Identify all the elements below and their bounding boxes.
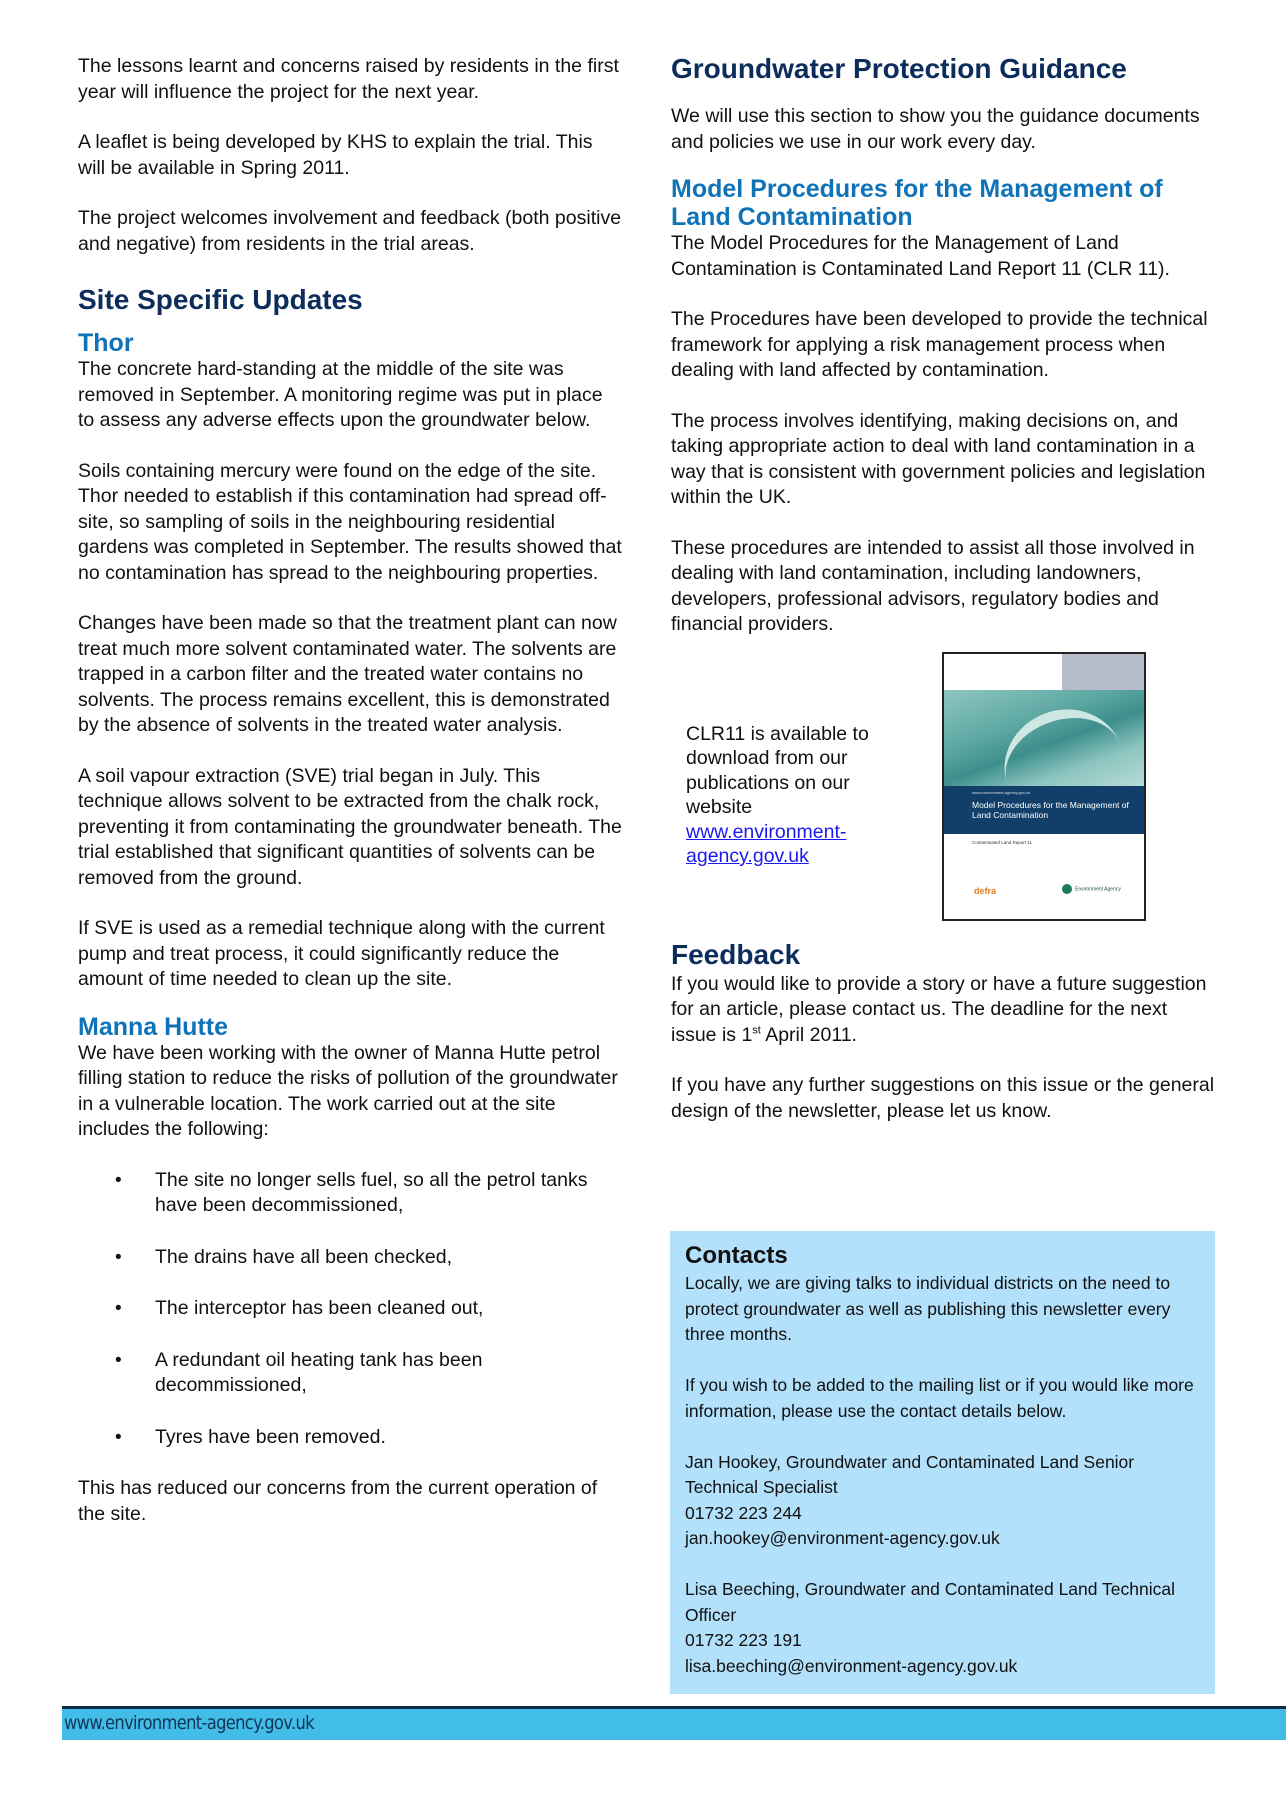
model-procedures-paragraph: These procedures are intended to assist all those involved in dealing with land contamination, including landowners, developers, professional advisors, regulatory bodies and financial providers. — [671, 536, 1195, 635]
manna-hutte-work-list — [78, 1168, 623, 1451]
cover-gray-block — [1062, 654, 1144, 690]
feedback-heading: Feedback — [671, 938, 801, 970]
intro-paragraph: The lessons learnt and concerns raised by residents in the first year will influence the project for the next year. — [78, 55, 619, 103]
list-item: • The drains have all been checked, — [78, 1245, 623, 1271]
thor-heading: Thor — [78, 329, 134, 357]
environment-agency-logo: Environment Agency — [1062, 884, 1121, 894]
contacts-paragraph: Locally, we are giving talks to individual districts on the need to protect groundwater as well as publishing this newsletter every three months. — [685, 1273, 1171, 1344]
intro-paragraph: A leaflet is being developed by KHS to explain the trial. This will be available in Spring 2011. — [78, 131, 593, 179]
cover-url: www.environment-agency.gov.uk — [972, 789, 1031, 795]
thor-paragraph: The concrete hard-standing at the middle of the site was removed in September. A monitoring regime was put in place to assess any adverse effects upon the groundwater below. — [78, 358, 603, 431]
model-procedures-paragraph: The process involves identifying, making decisions on, and taking appropriate action to deal with land contamination in a way that is consistent with government policies and legislation within the UK. — [671, 409, 1206, 508]
clr11-text: CLR11 is available to download from our publications on our website — [686, 722, 869, 818]
contact-name-title: Lisa Beeching, Groundwater and Contaminated Land Technical Officer — [685, 1579, 1175, 1625]
feedback-paragraph: If you have any further suggestions on this issue or the general design of the newsletter, please let us know. — [671, 1074, 1215, 1122]
thor-paragraph: A soil vapour extraction (SVE) trial began in July. This technique allows solvent to be extracted from the chalk rock, preventing it from contaminating the groundwater beneath. The trial established that significant quantities of solvents can be removed from the ground. — [78, 764, 622, 889]
thor-paragraph: If SVE is used as a remedial technique along with the current pump and treat process, it could significantly reduce the amount of time needed to clean up the site. — [78, 917, 605, 990]
contact-name-title: Jan Hookey, Groundwater and Contaminated Land Senior Technical Specialist — [685, 1451, 1135, 1497]
site-updates-heading: Site Specific Updates — [78, 284, 363, 315]
footer-bar — [62, 1709, 1286, 1740]
ea-tree-icon — [1062, 884, 1072, 894]
model-procedures-heading: Model Procedures for the Management of Land Contamination — [671, 175, 1163, 231]
guidance-intro: We will use this section to show you the guidance documents and policies we use in our work every day. — [671, 105, 1200, 153]
contact-phone: 01732 223 191 — [685, 1630, 802, 1650]
contact-email[interactable]: jan.hookey@environment-agency.gov.uk — [685, 1528, 1000, 1548]
thor-paragraph: Soils containing mercury were found on the edge of the site. Thor needed to establish if this contamination had spread off-site, so sampling of soils in the neighbouring residential gardens was completed in September. The results showed that no contamination has spread to the neighbouring properties. — [78, 459, 622, 584]
contacts-paragraph: If you wish to be added to the mailing list or if you would like more information, please use the contact details below. — [685, 1375, 1194, 1421]
clr11-availability — [686, 722, 876, 869]
list-item: • Tyres have been removed. — [78, 1425, 623, 1451]
contact-email[interactable]: lisa.beeching@environment-agency.gov.uk — [685, 1655, 1018, 1676]
right-column — [671, 54, 1216, 1124]
cover-title-band — [944, 786, 1144, 834]
intro-paragraph: The project welcomes involvement and feedback (both positive and negative) from residents in the trial areas. — [78, 207, 622, 255]
list-item: • The site no longer sells fuel, so all the petrol tanks have been decommissioned, — [78, 1168, 623, 1219]
clr11-cover-image — [942, 652, 1146, 921]
list-item: • The interceptor has been cleaned out, — [78, 1296, 623, 1322]
contact-phone: 01732 223 244 — [685, 1502, 802, 1523]
guidance-heading: Groundwater Protection Guidance — [671, 53, 1127, 84]
left-column — [78, 54, 623, 1527]
manna-hutte-closing: This has reduced our concerns from the current operation of the site. — [78, 1477, 598, 1525]
environment-agency-link[interactable]: www.environment-agency.gov.uk — [686, 820, 847, 867]
defra-logo: defra — [974, 885, 997, 896]
manna-hutte-intro: We have been working with the owner of Manna Hutte petrol filling station to reduce the risks of pollution of the groundwater in a vulnerable location. The work carried out at the site includes the following: — [78, 1041, 618, 1140]
cover-aerial-photo — [944, 690, 1144, 786]
list-item: • A redundant oil heating tank has been decommissioned, — [78, 1348, 623, 1399]
thor-paragraph: Changes have been made so that the treatment plant can now treat much more solvent contaminated water. The solvents are trapped in a carbon filter and the treated water contains no solvents. The process remains excellent, this is demonstrated by the absence of solvents in the treated water analysis. — [78, 612, 617, 736]
model-procedures-paragraph: The Model Procedures for the Management of Land Contamination is Contaminated Land Report 11 (CLR 11). — [671, 232, 1170, 280]
contacts-box — [670, 1231, 1215, 1694]
model-procedures-paragraph: The Procedures have been developed to provide the technical framework for applying a risk management process when dealing with land affected by contamination. — [671, 308, 1208, 381]
manna-hutte-heading: Manna Hutte — [78, 1012, 228, 1041]
feedback-paragraph: If you would like to provide a story or have a future suggestion for an article, please contact us. The deadline for the next issue is 1st April 2011. — [671, 972, 1207, 1046]
cover-subtitle: Contaminated Land Report 11 — [972, 839, 1032, 845]
footer-url[interactable]: www.environment-agency.gov.uk — [64, 1712, 314, 1734]
contacts-heading: Contacts — [685, 1242, 788, 1269]
cover-title: Model Procedures for the Management of Land Contamination — [972, 799, 1129, 820]
clr11-download-block — [671, 652, 1216, 932]
